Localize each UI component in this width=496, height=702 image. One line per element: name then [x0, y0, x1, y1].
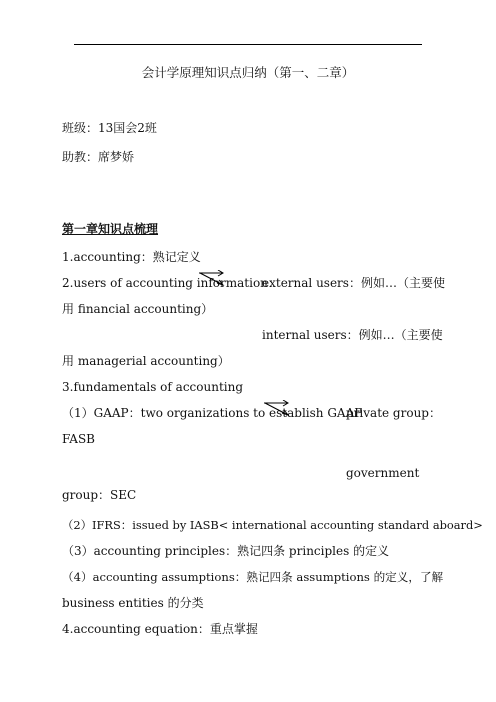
branch-arrow-icon	[262, 400, 292, 418]
class-line: 班级：13国会2班	[62, 121, 157, 135]
item3: 3.fundamentals of accounting	[62, 380, 244, 394]
item3-1-private: private group：	[346, 406, 441, 420]
item3-1-left: （1）GAAP：two organizations to establish GAAP	[62, 406, 363, 420]
item1: 1.accounting：熟记定义	[62, 250, 201, 264]
item2-left: 2.users of accounting information：	[62, 276, 280, 290]
chapter1-heading: 第一章知识点梳理	[62, 222, 159, 236]
item2-external-cont: 用 financial accounting）	[62, 302, 214, 316]
item3-3: （3）accounting principles：熟记四条 principles 的定义	[62, 544, 390, 558]
branch-arrow-icon	[197, 270, 227, 288]
item3-1-private-cont: FASB	[62, 432, 95, 446]
document-title: 会计学原理知识点归纳（第一、二章）	[141, 65, 355, 80]
item4: 4.accounting equation：重点掌握	[62, 622, 258, 636]
header-rule	[74, 44, 422, 45]
item2-internal-cont: 用 managerial accounting）	[62, 354, 230, 368]
item3-4-cont: business entities 的分类	[62, 596, 204, 610]
item2-external: external users：例如…（主要使	[262, 276, 445, 290]
item3-4: （4）accounting assumptions：熟记四条 assumptions 的定义，了解	[62, 570, 444, 584]
item3-1-gov: government	[346, 466, 420, 480]
item3-2: （2）IFRS：issued by IASB< international accounting standard aboard>	[62, 518, 483, 532]
ta-line: 助教：席梦娇	[62, 150, 135, 164]
item2-internal: internal users：例如…（主要使	[262, 328, 443, 342]
item3-1-gov-cont: group：SEC	[62, 488, 137, 502]
